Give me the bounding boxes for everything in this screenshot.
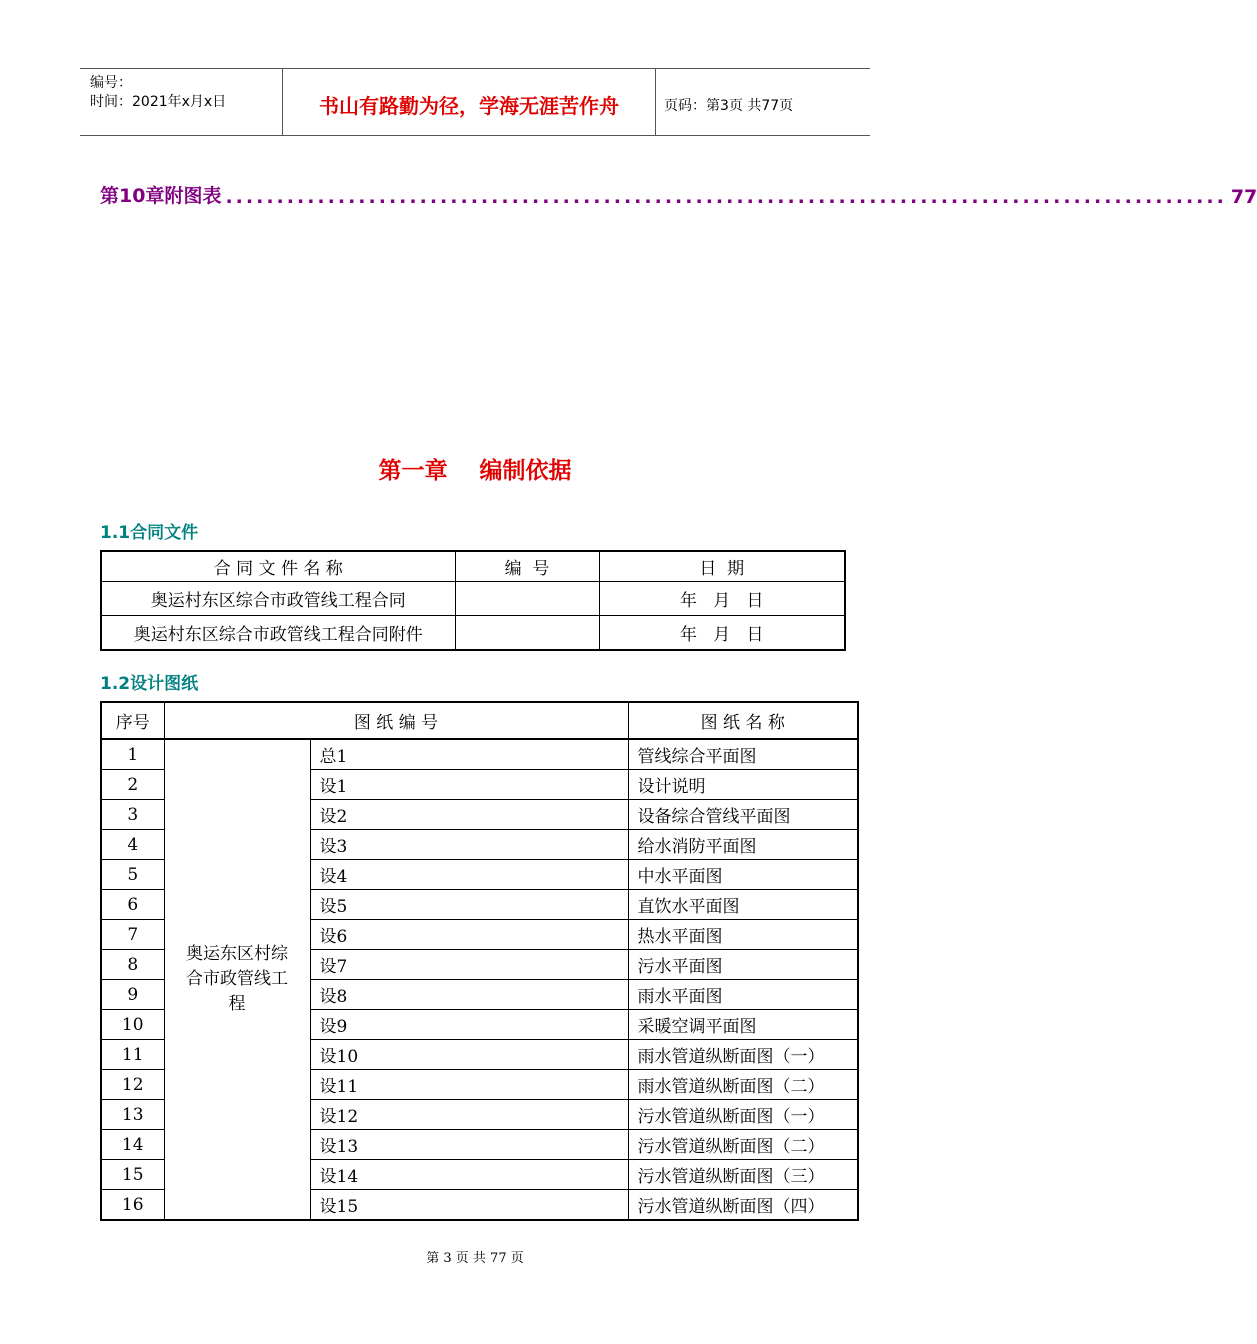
drawing-code-cell: 设9 bbox=[310, 1010, 628, 1040]
drawing-name-cell: 管线综合平面图 bbox=[628, 739, 858, 770]
row-number-cell: 7 bbox=[101, 920, 164, 950]
drawing-name-cell: 污水管道纵断面图（一） bbox=[628, 1100, 858, 1130]
toc-entry-chapter-10[interactable] bbox=[100, 180, 1257, 208]
drawing-code-cell: 设14 bbox=[310, 1160, 628, 1190]
row-number-cell: 15 bbox=[101, 1160, 164, 1190]
row-number-cell: 10 bbox=[101, 1010, 164, 1040]
row-number-cell: 2 bbox=[101, 770, 164, 800]
drawing-name-cell: 雨水管道纵断面图（二） bbox=[628, 1070, 858, 1100]
row-number-cell: 8 bbox=[101, 950, 164, 980]
drawing-code-cell: 设15 bbox=[310, 1190, 628, 1221]
header-top-rule bbox=[80, 68, 870, 69]
chapter-title: 第一章 编制依据 bbox=[378, 458, 572, 484]
drawing-code-cell: 设13 bbox=[310, 1130, 628, 1160]
page-footer: 第 3 页 共 77 页 bbox=[426, 1251, 524, 1266]
header-divider-right bbox=[655, 68, 656, 136]
row-number-cell: 6 bbox=[101, 890, 164, 920]
drawing-code-cell: 总1 bbox=[310, 739, 628, 770]
column-header: 图 纸 编 号 bbox=[164, 702, 628, 739]
toc-chapter-number: 第10章 bbox=[100, 185, 165, 207]
table-row bbox=[101, 739, 858, 770]
row-number-cell: 16 bbox=[101, 1190, 164, 1221]
column-header: 编 号 bbox=[455, 551, 599, 582]
drawing-name-cell: 污水管道纵断面图（三） bbox=[628, 1160, 858, 1190]
header-time-label: 时间：2021年x月x日 bbox=[90, 94, 227, 110]
document-number-cell bbox=[455, 582, 599, 616]
column-header: 序号 bbox=[101, 702, 164, 739]
row-number-cell: 9 bbox=[101, 980, 164, 1010]
document-number-cell bbox=[455, 616, 599, 651]
header-bottom-rule bbox=[80, 135, 870, 136]
drawing-name-cell: 设备综合管线平面图 bbox=[628, 800, 858, 830]
row-number-cell: 3 bbox=[101, 800, 164, 830]
drawing-name-cell: 设计说明 bbox=[628, 770, 858, 800]
header-motto: 书山有路勤为径，学海无涯苦作舟 bbox=[319, 94, 619, 118]
toc-chapter-title: 附图表 bbox=[164, 185, 222, 207]
drawing-code-cell: 设11 bbox=[310, 1070, 628, 1100]
header-page-info: 页码：第3页 共77页 bbox=[664, 98, 794, 114]
column-header: 日 期 bbox=[599, 551, 845, 582]
drawing-name-cell: 直饮水平面图 bbox=[628, 890, 858, 920]
drawing-name-cell: 热水平面图 bbox=[628, 920, 858, 950]
toc-page-number: 77 bbox=[1230, 186, 1257, 208]
drawing-name-cell: 污水管道纵断面图（二） bbox=[628, 1130, 858, 1160]
drawing-code-cell: 设5 bbox=[310, 890, 628, 920]
drawing-code-cell: 设7 bbox=[310, 950, 628, 980]
contract-documents-table bbox=[100, 550, 846, 651]
project-name-cell: 奥运东区村综合市政管线工程 bbox=[164, 739, 310, 1220]
table-row bbox=[101, 616, 845, 651]
row-number-cell: 1 bbox=[101, 739, 164, 770]
row-number-cell: 5 bbox=[101, 860, 164, 890]
table-header-row bbox=[101, 551, 845, 582]
document-name-cell: 奥运村东区综合市政管线工程合同附件 bbox=[101, 616, 455, 651]
row-number-cell: 13 bbox=[101, 1100, 164, 1130]
document-date-cell: 年 月 日 bbox=[599, 616, 845, 651]
drawing-code-cell: 设1 bbox=[310, 770, 628, 800]
document-date-cell: 年 月 日 bbox=[599, 582, 845, 616]
drawing-code-cell: 设2 bbox=[310, 800, 628, 830]
header-divider-left bbox=[282, 68, 283, 136]
row-number-cell: 11 bbox=[101, 1040, 164, 1070]
document-name-cell: 奥运村东区综合市政管线工程合同 bbox=[101, 582, 455, 616]
row-number-cell: 14 bbox=[101, 1130, 164, 1160]
drawing-name-cell: 采暖空调平面图 bbox=[628, 1010, 858, 1040]
header-number-label: 编号： bbox=[90, 75, 132, 91]
drawing-code-cell: 设6 bbox=[310, 920, 628, 950]
row-number-cell: 4 bbox=[101, 830, 164, 860]
drawing-name-cell: 污水管道纵断面图（四） bbox=[628, 1190, 858, 1221]
table-row bbox=[101, 582, 845, 616]
drawing-code-cell: 设10 bbox=[310, 1040, 628, 1070]
drawing-name-cell: 给水消防平面图 bbox=[628, 830, 858, 860]
design-drawings-table bbox=[100, 701, 859, 1221]
drawing-name-cell: 中水平面图 bbox=[628, 860, 858, 890]
drawing-code-cell: 设4 bbox=[310, 860, 628, 890]
drawing-code-cell: 设12 bbox=[310, 1100, 628, 1130]
drawing-name-cell: 雨水平面图 bbox=[628, 980, 858, 1010]
column-header: 合 同 文 件 名 称 bbox=[101, 551, 455, 582]
row-number-cell: 12 bbox=[101, 1070, 164, 1100]
section-heading-design-drawings: 1.2设计图纸 bbox=[100, 674, 199, 694]
column-header: 图 纸 名 称 bbox=[628, 702, 858, 739]
table-header-row bbox=[101, 702, 858, 739]
drawing-name-cell: 雨水管道纵断面图（一） bbox=[628, 1040, 858, 1070]
section-heading-contract-documents: 1.1合同文件 bbox=[100, 523, 199, 543]
drawing-code-cell: 设8 bbox=[310, 980, 628, 1010]
toc-leader-dots: .................................................................................................. bbox=[225, 186, 1227, 208]
drawing-code-cell: 设3 bbox=[310, 830, 628, 860]
drawing-name-cell: 污水平面图 bbox=[628, 950, 858, 980]
